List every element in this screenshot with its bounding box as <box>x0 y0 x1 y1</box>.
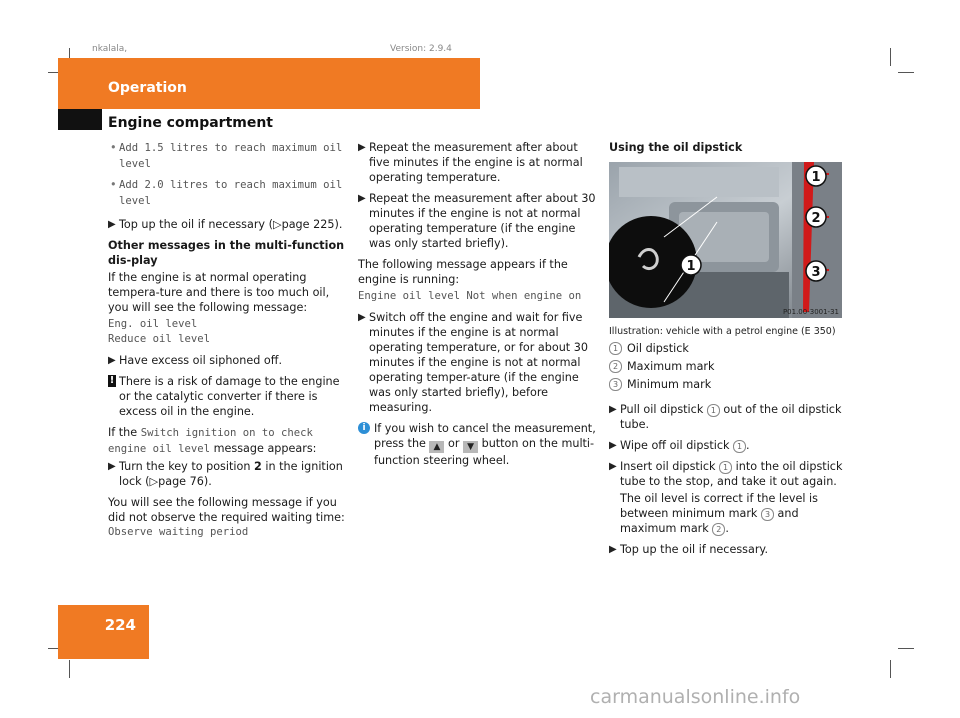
arrow-icon: ▶ <box>108 219 116 230</box>
watermark: carmanualsonline.info <box>590 686 801 708</box>
column-3 <box>609 140 847 161</box>
paragraph: You will see the following message if you did not observe the required waiting time: <box>108 496 345 524</box>
display-message: Reduce oil level <box>108 333 211 345</box>
crop-mark <box>898 72 914 73</box>
list-item: • Add 2.0 litres to reach maximum oil level <box>110 178 343 207</box>
svg-text:2: 2 <box>811 211 821 226</box>
crop-mark <box>898 648 914 649</box>
figure-caption: Illustration: vehicle with a petrol engine (E 350) <box>609 326 836 337</box>
legend-item: 1 Oil dipstick <box>609 341 847 356</box>
display-message: Eng. oil level <box>108 318 198 330</box>
instruction-step: ▶ Repeat the measurement after about five minutes if the engine is at normal operating temperature. <box>358 141 583 184</box>
column-2 <box>358 140 596 474</box>
header-fragment-right: Version: 2.9.4 <box>390 44 452 54</box>
legend-item: 2 Maximum mark <box>609 359 847 374</box>
arrow-icon: ▶ <box>609 404 617 415</box>
scroll-up-key-icon: ▲ <box>429 441 444 453</box>
instruction-step: ▶ Insert oil dipstick 1 into the oil dipstick tube to the stop, and take it out again. <box>609 460 843 488</box>
svg-text:1: 1 <box>811 170 821 185</box>
instruction-step: ▶ Wipe off oil dipstick 1 . <box>609 439 750 452</box>
display-message: Engine oil level Not when engine on <box>358 290 582 302</box>
column-1 <box>108 140 346 540</box>
svg-text:3: 3 <box>811 265 821 280</box>
info-note: i If you wish to cancel the measurement, press the ▲ or ▼ button on the multi-function steering wheel. <box>358 421 596 468</box>
paragraph: If the Switch ignition on to check engine oil level message appears: <box>108 426 317 455</box>
info-icon: i <box>358 422 370 434</box>
arrow-icon: ▶ <box>609 461 617 472</box>
instruction-step: ▶ Have excess oil siphoned off. <box>108 354 283 367</box>
instruction-step: ▶ Repeat the measurement after about 30 minutes if the engine is not at normal operating temperature (if the engine was only started briefly). <box>358 192 596 250</box>
warning-icon: ! <box>109 375 115 386</box>
photo-code: P01.00-3001-31 <box>782 308 839 316</box>
instruction-step: ▶ Top up the oil if necessary. <box>609 543 769 556</box>
svg-text:1: 1 <box>686 259 696 274</box>
crop-mark <box>890 48 891 66</box>
instruction-step: ▶ Top up the oil if necessary (▷page 225). <box>108 218 343 231</box>
list-item: • Add 1.5 litres to reach maximum oil level <box>110 141 343 170</box>
paragraph: If the engine is at normal operating tempera-ture and there is too much oil, you will see the following message: <box>108 271 330 314</box>
header-fragment-left: nkalala, <box>92 44 128 54</box>
instruction-step: ▶ Switch off the engine and wait for five minutes if the engine is at normal operating temperature, or for about 30 minutes if the engine is not at normal operating temper-ature (if the engine was only started briefly), before measuring. <box>358 311 588 414</box>
arrow-icon: ▶ <box>358 312 366 323</box>
page-ref-icon: ▷ <box>149 475 159 488</box>
page-subtitle: Engine compartment <box>108 115 273 131</box>
page-number: 224 <box>104 616 136 634</box>
arrow-icon: ▶ <box>358 142 366 153</box>
arrow-icon: ▶ <box>108 461 116 472</box>
column-3-lower <box>609 324 847 563</box>
instruction-step: ▶ Pull oil dipstick 1 out of the oil dipstick tube. <box>609 403 842 431</box>
arrow-icon: ▶ <box>609 440 617 451</box>
paragraph: The following message appears if the engine is running: <box>358 258 568 286</box>
display-message: Observe waiting period <box>108 526 249 538</box>
engine-photo <box>609 162 842 318</box>
scroll-down-key-icon: ▼ <box>463 441 478 453</box>
paragraph: The oil level is correct if the level is between minimum mark 3 and maximum mark 2 . <box>620 492 818 535</box>
crop-mark <box>890 660 891 678</box>
section-title: Operation <box>108 80 187 96</box>
arrow-icon: ▶ <box>358 193 366 204</box>
crop-mark <box>69 660 70 678</box>
subheading: Using the oil dipstick <box>609 141 743 154</box>
arrow-icon: ▶ <box>609 544 617 555</box>
instruction-step: ▶ Turn the key to position 2 in the ignition lock (▷page 76). <box>108 460 343 488</box>
subheading: Other messages in the multi-function dis-play <box>108 239 345 267</box>
page-ref-icon: ▷ <box>272 218 282 231</box>
header-tab <box>58 109 102 130</box>
warning-note: ! There is a risk of damage to the engine or the catalytic converter if there is excess oil in the engine. <box>109 375 340 418</box>
legend-item: 3 Minimum mark <box>609 377 847 392</box>
arrow-icon: ▶ <box>108 355 116 366</box>
